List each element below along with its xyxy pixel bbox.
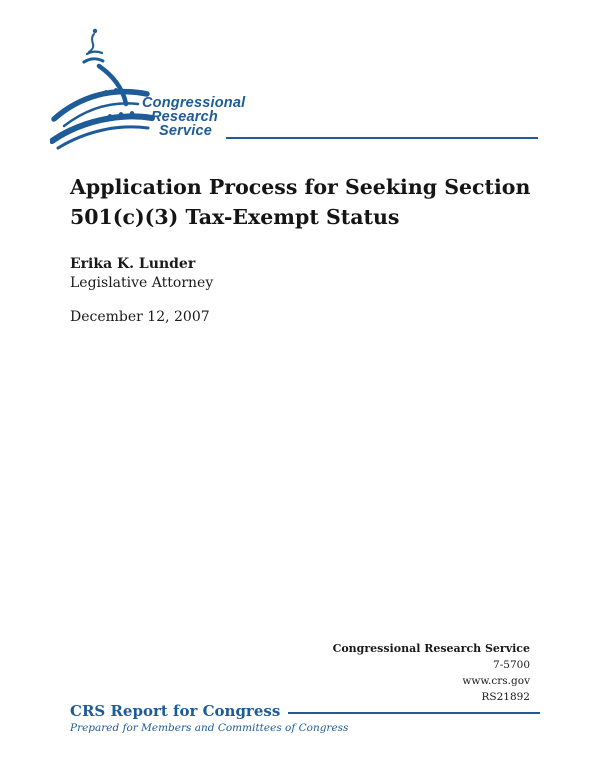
footer-divider-rule [288, 712, 540, 715]
contact-phone: 7-5700 [493, 659, 530, 671]
crs-logo-wordmark [142, 96, 245, 138]
footer [70, 702, 540, 734]
report-title [70, 172, 540, 232]
report-title-line1: Application Process for Seeking Section [70, 175, 531, 199]
contact-website: www.crs.gov [462, 675, 530, 687]
logo-word-service: Service [159, 123, 212, 139]
report-title-line2: 501(c)(3) Tax-Exempt Status [70, 205, 400, 229]
author-block [70, 255, 213, 293]
footer-title: CRS Report for Congress [70, 702, 281, 720]
contact-org: Congressional Research Service [332, 642, 530, 655]
author-name: Erika K. Lunder [70, 256, 196, 272]
author-role: Legislative Attorney [70, 275, 214, 291]
header-divider-rule [226, 137, 538, 139]
logo-word-congressional: Congressional [142, 95, 246, 111]
contact-block [333, 641, 530, 705]
report-id: RS21892 [481, 691, 530, 703]
footer-subtitle: Prepared for Members and Committees of Congress [70, 722, 349, 734]
report-date: December 12, 2007 [70, 309, 210, 325]
logo-word-research: Research [151, 109, 218, 125]
